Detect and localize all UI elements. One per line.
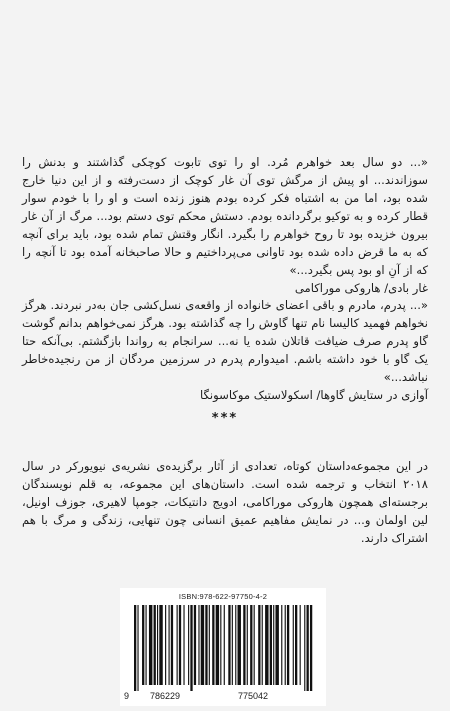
quote-source: آوازی در ستایش گاوها/ اسکولاستیک موکاسونگا [199,388,428,402]
isbn-barcode-box [120,588,326,706]
description-text: در این مجموعه‌داستان کوتاه، تعدادی از آثار برگزیده‌ی نشریه‌ی نیویورکر در سال ۲۰۱۸ انتخاب و ترجمه شده است. داستان‌های این مجموعه، به قلم نویسندگان برجسته‌ای همچون هاروکی موراکامی، ادویج دانتیکات، جومپا لاهیری، جوزف اونیل، لین اولمان و... در نمایش مفاهیم عمیق انسانی چون تنهایی، زندگی و مرگ با هم اشتراک دارند. [22,459,428,545]
quote-text: «... دو سال بعد خواهرم مُرد. او را توی تابوت کوچکی گذاشتند و بدنش را سوزاندند... او پیش از مرگش توی آن غار کوچک از دست‌رفته و از این دنیا خارج شده بود، اما من به اشتباه فکر کرده بودم هنوز زنده است و او را با خودم سوار قطار کرده و به توکیو برگردانده بودم. دستش محکم توی دستم بود... مرگ از آن غار بیرون خزیده بود تا روح خواهرم را بگیرد. انگار وقتش تمام شده بود، باید برای آنچه که به ما قرض داده شده بود تاوانی می‌پرداختیم و حالا صاحبخانه آمده بود تا آنچه را که از آنِ او بود پس بگیرد...» [22,155,428,277]
quote-block-2 [22,296,428,404]
section-separator: *** [211,411,239,426]
barcode-icon [132,605,314,691]
barcode-digits-left: 786229 [150,691,181,701]
barcode-digit-lead: 9 [124,691,130,701]
barcode-digits-right: 775042 [238,691,269,701]
book-description [22,457,428,547]
isbn-label: ISBN:978-622-97750-4-2 [178,592,268,601]
quote-source: غار بادی/ هاروکی موراکامی [294,281,428,295]
quote-text: «... پدرم، مادرم و باقی اعضای خانواده از واقعه‌ی نسل‌کشی جان به‌در نبردند. هرگز نخواهم فهمید کالیسا نام تنها گاوش را چه گذاشته بود. هرگز نمی‌خواهم بدانم گوشت گاو پدرم صرف ضیافت قاتلان شده یا نه... سرانجام به رواندا بازگشتم. بی‌آنکه حتا یک گاو با خود داشته باشم. امیدوارم پدرم در سرزمین مردگان از من رنجیده‌خاطر نباشد...» [22,298,428,384]
quote-block-1 [22,153,428,297]
